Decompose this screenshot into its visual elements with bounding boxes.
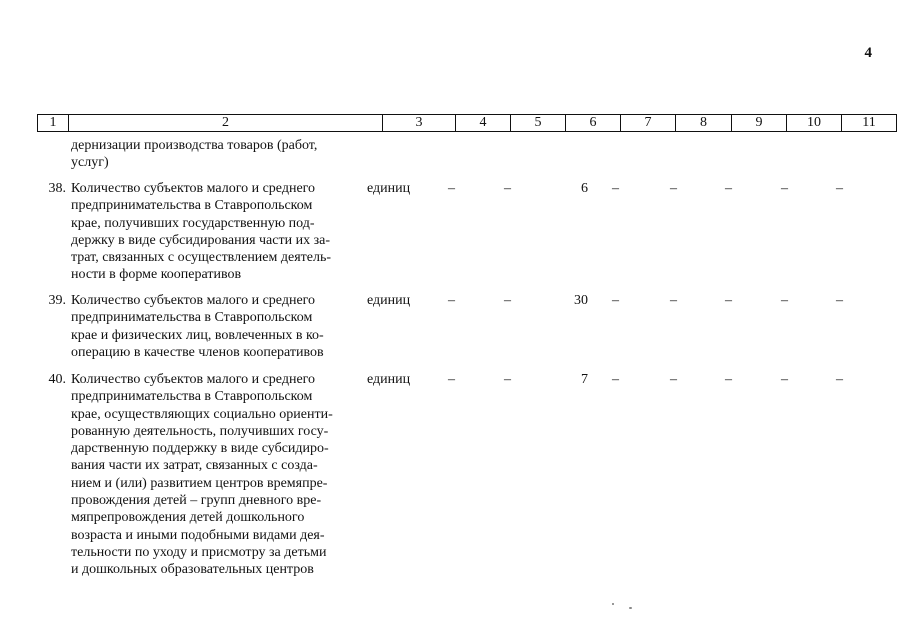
continuation-text: дернизации производства товаров (работ, услуг) [71, 138, 318, 171]
row-unit: единиц [367, 181, 411, 196]
row-col5: – [504, 181, 511, 196]
row-col6: 6 [581, 181, 588, 196]
row-col4: – [448, 181, 455, 196]
column-header-2: 2 [69, 115, 383, 132]
row-number: 40. [48, 372, 66, 387]
column-header-1: 1 [38, 115, 69, 132]
row-col9: – [725, 293, 732, 308]
row-col9: – [725, 372, 732, 387]
row-description: Количество субъектов малого и среднего предпринимательства в Ставропольском крае, осуществляющих социально ориенти- рованную деятельность, получивших госу- дарственную поддержку в виде субсидиро- вания части их затрат, связанных с созда- нием и (или) развитием центров времяпре- провождения детей – групп дневного вре- мяпрепровождения детей дошкольного возраста и иными подобными видами дея- тельности по уходу и присмотру за детьми и дошкольных образовательных центров [71, 372, 333, 578]
row-unit: единиц [367, 293, 411, 308]
scan-artifact [612, 603, 614, 605]
row-number: 39. [48, 293, 66, 308]
row-col10: – [781, 372, 788, 387]
row-col8: – [670, 372, 677, 387]
row-col4: – [448, 372, 455, 387]
column-number-header [37, 114, 897, 132]
row-unit: единиц [367, 372, 411, 387]
row-col5: – [504, 372, 511, 387]
scan-artifact [629, 607, 632, 609]
column-header-10: 10 [787, 115, 842, 132]
row-col5: – [504, 293, 511, 308]
row-col8: – [670, 181, 677, 196]
row-col9: – [725, 181, 732, 196]
column-header-8: 8 [676, 115, 732, 132]
column-header-5: 5 [511, 115, 566, 132]
row-description: Количество субъектов малого и среднего предпринимательства в Ставропольском крае, получивших государственную под- держку в виде субсидирования части их за- трат, связанных с осуществлением деятель- ности в форме кооперативов [71, 181, 332, 283]
row-col6: 30 [574, 293, 588, 308]
row-description: Количество субъектов малого и среднего предпринимательства в Ставропольском крае и физических лиц, вовлеченных в ко- операцию в качестве членов кооперативов [71, 293, 324, 360]
column-header-7: 7 [621, 115, 676, 132]
row-col10: – [781, 293, 788, 308]
row-col8: – [670, 293, 677, 308]
row-number: 38. [48, 181, 66, 196]
row-col11: – [836, 293, 843, 308]
column-header-4: 4 [456, 115, 511, 132]
row-col10: – [781, 181, 788, 196]
row-col7: – [612, 372, 619, 387]
row-col4: – [448, 293, 455, 308]
row-col6: 7 [581, 372, 588, 387]
row-col7: – [612, 181, 619, 196]
row-col11: – [836, 181, 843, 196]
column-header-11: 11 [842, 115, 897, 132]
column-header-6: 6 [566, 115, 621, 132]
column-header-9: 9 [732, 115, 787, 132]
row-col7: – [612, 293, 619, 308]
column-header-3: 3 [383, 115, 456, 132]
row-col11: – [836, 372, 843, 387]
page-number: 4 [864, 45, 872, 61]
